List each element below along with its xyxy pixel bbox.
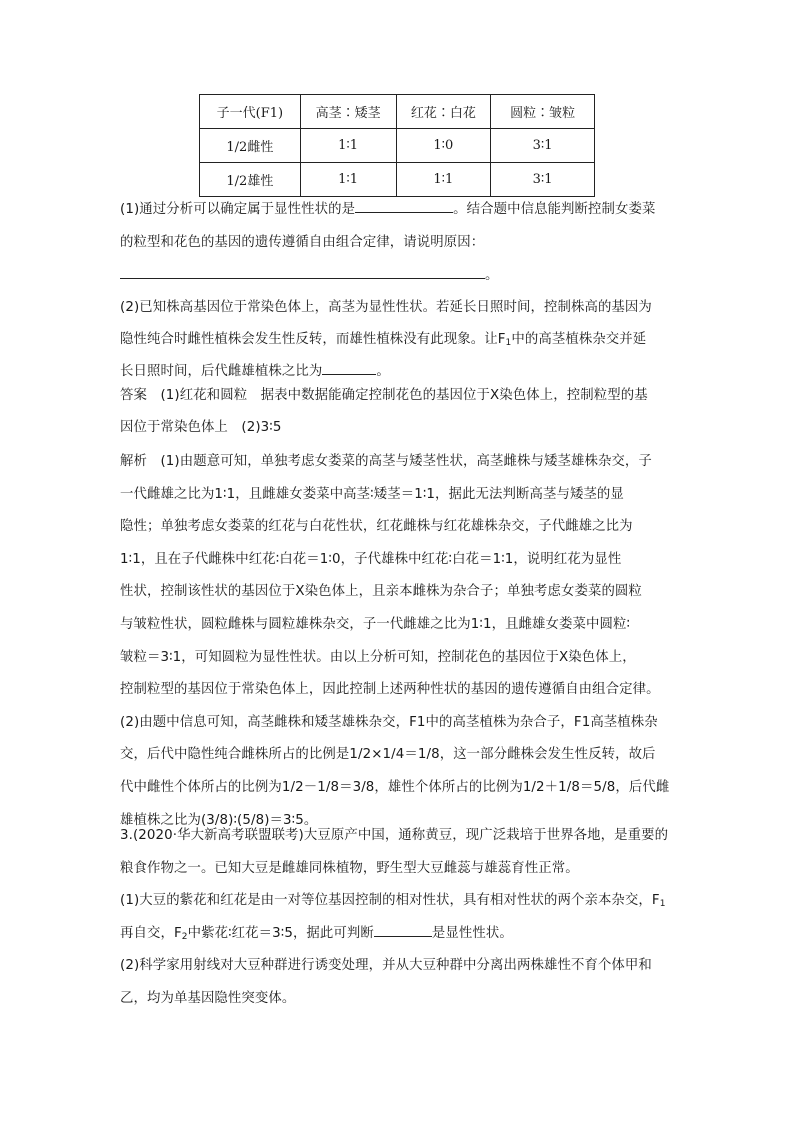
text-span: 。 [485, 268, 499, 283]
text-line [120, 328, 676, 352]
answer-blank [355, 198, 453, 213]
text-span: (1)大豆的紫花和红花是由一对等位基因控制的相对性状，具有相对性状的两个亲本杂交，F [120, 893, 660, 909]
text-span: 再自交，F [120, 925, 182, 941]
table-row [200, 163, 595, 197]
text-line: 乙，均为单基因隐性突变体。 [120, 990, 296, 1006]
text-line [120, 384, 676, 408]
table-cell: 3∶1 [491, 129, 595, 163]
question-1 [120, 198, 676, 288]
offspring-trait-table [199, 94, 595, 197]
text-line: 性状，控制该性状的基因位于X染色体上，且亲本雌株为杂合子；单独考虑女娄菜的圆粒 [120, 584, 642, 600]
table-cell: 1∶1 [300, 129, 396, 163]
text-line [120, 264, 676, 288]
text-line: 交，后代中隐性纯合雌株所占的比例是1/2×1/4＝1/8，这一部分雌株会发生性反转，故后 [120, 747, 656, 763]
table-row [200, 129, 595, 163]
text-line: (2)由题中信息可知，高茎雌株和矮茎雄株杂交，F1中的高茎植株为杂合子，F1高茎植株杂 [120, 714, 658, 730]
subscript: 1 [505, 338, 512, 348]
subscript: 1 [659, 899, 666, 910]
text-line: 雄植株之比为(3/8)∶(5/8)＝3∶5。 [120, 812, 318, 828]
answer-blank [120, 264, 485, 279]
text-line: (2)科学家用射线对大豆种群进行诱变处理，并从大豆种群中分离出两株雄性不育个体甲和 [120, 958, 652, 974]
table-cell: 3∶1 [491, 163, 595, 197]
question-3 [120, 820, 676, 1016]
text-span: 是显性性状。 [431, 925, 513, 941]
text-line: 隐性；单独考虑女娄菜的红花与白花性状，红花雌株与红花雄株杂交，子代雌雄之比为 [120, 519, 633, 535]
text-span: 中的高茎植株杂交并延 [511, 332, 647, 347]
text-line: 1∶1，且在子代雌株中红花∶白花＝1∶0，子代雄株中红花∶白花＝1∶1，说明红花为显性 [120, 551, 622, 567]
text-line: 皱粒＝3∶1，可知圆粒为显性性状。由以上分析可知，控制花色的基因位于X染色体上， [120, 649, 636, 665]
table-header-cell: 红花∶白花 [396, 95, 491, 129]
text-span: (2)已知株高基因位于常染色体上，高茎为显性性状。若延长日照时间，控制株高的基因为 [120, 300, 652, 315]
answer-block [120, 384, 676, 440]
text-span: 的粒型和花色的基因的遗传遵循自由组合定律，请说明原因： [120, 235, 485, 250]
text-line [120, 198, 676, 222]
text-line [120, 918, 676, 951]
text-line: 解析 (1)由题意可知，单独考虑女娄菜的高茎与矮茎性状，高茎雌株与矮茎雄株杂交，子 [120, 454, 652, 469]
text-span: 。结合题中信息能判断控制女娄菜 [453, 202, 656, 217]
table-cell: 1∶1 [300, 163, 396, 197]
text-line [120, 296, 676, 320]
answer-blank [374, 922, 432, 937]
subscript: 2 [181, 931, 188, 942]
text-line: 3.(2020·华大新高考联盟联考)大豆原产中国，通称黄豆，现广泛栽培于世界各地，是重要的 [120, 828, 669, 843]
question-2 [120, 296, 676, 384]
text-span: 。 [376, 364, 390, 379]
table-cell: 1∶0 [396, 129, 491, 163]
text-line: 与皱粒性状，圆粒雌株与圆粒雄株杂交，子一代雌雄之比为1∶1，且雌雄女娄菜中圆粒∶ [120, 616, 631, 632]
text-line: 控制粒型的基因位于常染色体上，因此控制上述两种性状的基因的遗传遵循自由组合定律。 [120, 682, 660, 698]
table-header-cell: 子一代(F1) [200, 95, 301, 129]
text-line [120, 416, 676, 440]
text-line [120, 231, 676, 255]
text-span: 隐性纯合时雌性植株会发生性反转，而雄性植株没有此现象。让F [120, 332, 506, 347]
table-header-cell: 圆粒∶皱粒 [491, 95, 595, 129]
answer-blank [322, 360, 376, 375]
text-span: 长日照时间，后代雌雄植株之比为 [120, 364, 323, 379]
text-span: (1)通过分析可以确定属于显性性状的是 [120, 202, 356, 217]
table-cell: 1∶1 [396, 163, 491, 197]
table-header-row [200, 95, 595, 129]
analysis-block [120, 446, 676, 837]
text-line: 粮食作物之一。已知大豆是雌雄同株植物，野生型大豆雌蕊与雄蕊育性正常。 [120, 860, 579, 876]
text-line: 代中雌性个体所占的比例为1/2－1/8＝3/8，雄性个体所占的比例为1/2＋1/8＝5/8，后代雌 [120, 779, 670, 795]
text-line: 一代雌雄之比为1∶1，且雌雄女娄菜中高茎∶矮茎＝1∶1，据此无法判断高茎与矮茎的显 [120, 486, 624, 502]
text-line [120, 885, 676, 918]
text-span: 答案 (1)红花和圆粒 据表中数据能确定控制花色的基因位于X染色体上，控制粒型的基 [120, 388, 648, 403]
text-span: 中紫花∶红花＝3∶5，据此可判断 [187, 925, 374, 941]
table-cell: 1/2雌性 [200, 129, 301, 163]
text-line [120, 360, 676, 384]
table-header-cell: 高茎∶矮茎 [300, 95, 396, 129]
table-cell: 1/2雄性 [200, 163, 301, 197]
text-span: 因位于常染色体上 (2)3∶5 [120, 420, 282, 435]
